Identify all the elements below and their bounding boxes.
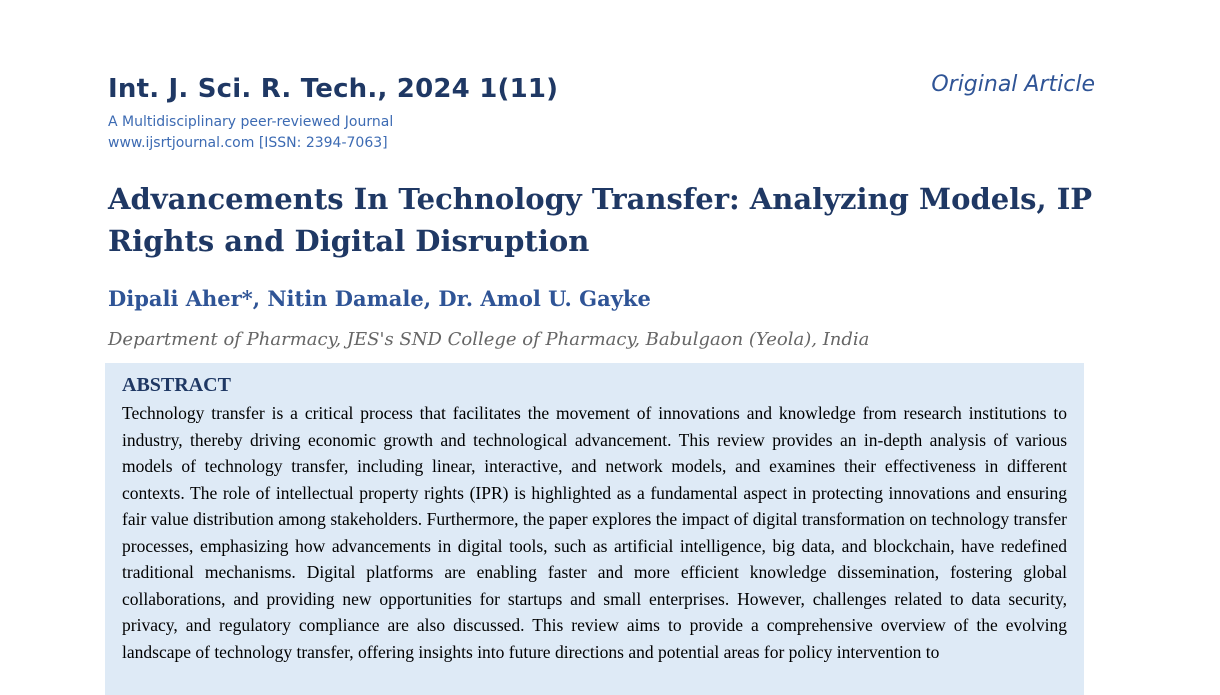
article-type: Original Article — [931, 72, 1095, 97]
journal-tagline: A Multidisciplinary peer-reviewed Journal — [108, 114, 394, 130]
author-affiliation: Department of Pharmacy, JES's SND College of Pharmacy, Babulgaon (Yeola), India — [108, 329, 870, 350]
journal-website: www.ijsrtjournal.com [ISSN: 2394-7063] — [108, 135, 388, 151]
abstract-section — [105, 363, 1084, 695]
journal-name: Int. J. Sci. R. Tech., 2024 1(11) — [108, 74, 559, 104]
paper-title: Advancements In Technology Transfer: Analyzing Models, IP Rights and Digital Disruption — [108, 182, 1093, 258]
abstract-text: Technology transfer is a critical process that facilitates the movement of innovations and knowledge from research institutions to industry, thereby driving economic growth and technological advancement. This review provides an in-depth analysis of various models of technology transfer, including linear, interactive, and network models, and examines their effectiveness in different contexts. The role of intellectual property rights (IPR) is highlighted as a fundamental aspect in protecting innovations and ensuring fair value distribution among stakeholders. Furthermore, the paper explores the impact of digital transformation on technology transfer processes, emphasizing how advancements in digital tools, such as artificial intelligence, big data, and blockchain, have redefined traditional mechanisms. Digital platforms are enabling faster and more efficient knowledge dissemination, fostering global collaborations, and providing new opportunities for startups and small enterprises. However, challenges related to data security, privacy, and regulatory compliance are also discussed. This review aims to provide a comprehensive overview of the evolving landscape of technology transfer, offering insights into future directions and potential areas for policy intervention to — [122, 403, 1067, 662]
abstract-heading: ABSTRACT — [122, 374, 231, 396]
author-list: Dipali Aher*, Nitin Damale, Dr. Amol U. Gayke — [108, 286, 651, 311]
